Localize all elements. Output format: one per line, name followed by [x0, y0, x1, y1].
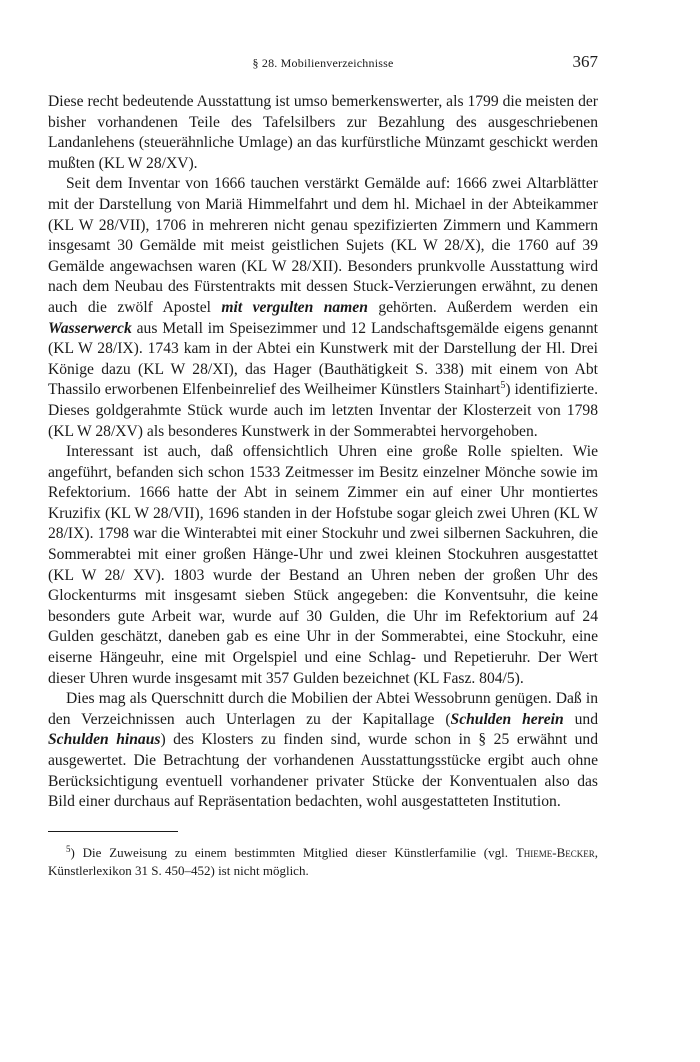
paragraph-4-text-b: und [563, 710, 599, 728]
footnote-text-b: , Künstlerlexikon 31 S. 450–452) ist nicht möglich. [48, 844, 598, 878]
footnote [48, 844, 598, 880]
paragraph-4-text-c: ) des Klosters zu finden sind, wurde schon in § 25 erwähnt und ausgewertet. Die Betrachtung der vorhandenen Ausstattungsstücke ergibt auch ohne Berücksichtigung eventuell vorhandener privater Stücke der Konventualen also das Bild einer durchaus auf Repräsentation bedachten, wohl ausgestatteten Institution. [48, 731, 598, 811]
paragraph-1: Diese recht bedeutende Ausstattung ist umso bemerkenswerter, als 1799 die meisten der bisher vorhandenen Teile des Tafelsilbers zur Bezahlung des ausgeschriebenen Landanlehens (steuerähnliche Umlage) an das kurfürstliche Münzamt geschickt werden mußten (KL W 28/XV). [48, 93, 598, 172]
footnote-divider [48, 831, 178, 832]
paragraph-2-emphasis-2: Wasserwerck [48, 319, 132, 337]
paragraph-4-emphasis-1: Schulden herein [450, 710, 564, 728]
paragraph-2-text-b: gehörten. Außerdem werden ein [367, 298, 598, 316]
body-text [48, 92, 598, 813]
document-page [48, 52, 598, 880]
paragraph-2-emphasis-1: mit vergulten namen [221, 298, 368, 316]
footnote-marker: 5 [66, 843, 71, 854]
paragraph-2-text-d: ) identifizierte. Dieses goldgerahmte Stück wurde auch im letzten Inventar der Klosterzeit von 1798 (KL W 28/XV) als besonderes Kunstwerk in der Sommerabtei hervorgehoben. [48, 381, 599, 440]
footnote-text-a: ) Die Zuweisung zu einem bestimmten Mitglied dieser Künstlerfamilie (vgl. [70, 844, 516, 860]
paragraph-4-text-a: Dies mag als Querschnitt durch die Mobilien der Abtei Wessobrunn genügen. Daß in den Verzeichnissen auch Unterlagen zu der Kapitallage ( [48, 690, 598, 728]
paragraph-4-emphasis-2: Schulden hinaus [48, 731, 161, 749]
running-title: § 28. Mobilienverzeichnisse [252, 56, 394, 70]
footnote-author: Thieme-Becker [515, 844, 595, 860]
footnote-reference[interactable]: 5 [500, 380, 506, 392]
paragraph-2-text-a: Seit dem Inventar von 1666 tauchen verstärkt Gemälde auf: 1666 zwei Altarblätter mit der Darstellung von Mariä Himmelfahrt und dem hl. Michael in der Abteikammer (KL W 28/VII), 1706 in mehreren nicht genau spezifizierten Zimmern und Kammern insgesamt 30 Gemälde mit meist geistlichen Sujets (KL W 28/X), die 1760 auf 39 Gemälde angewachsen waren (KL W 28/XII). Besonders prunkvolle Ausstattung wird nach dem Neubau des Fürstentrakts mit dessen Stuck-Verzierungen erwähnt, zu denen auch die zwölf Apostel [48, 175, 598, 316]
paragraph-4 [48, 689, 598, 813]
paragraph-2-text-c: aus Metall im Speisezimmer und 12 Landschaftsgemälde eigens genannt (KL W 28/IX). 1743 kam in der Abtei ein Kunstwerk mit der Darstellung der Hl. Drei Könige dazu (KL W 28/XI), das Hager (Bauthätigkeit S. 338) mit einem von Abt Thassilo erworbenen Elfenbeinrelief des Weilheimer Künstlers Stainhart [48, 319, 598, 399]
running-head [48, 52, 598, 76]
paragraph-2 [48, 174, 598, 442]
page-number: 367 [572, 52, 598, 71]
paragraph-3: Interessant ist auch, daß offensichtlich Uhren eine große Rolle spielten. Wie angeführt, befanden sich schon 1533 Zeitmesser im Besitz einzelner Mönche sowie im Refektorium. 1666 hatte der Abt in seinem Zimmer ein auf einer Uhr montiertes Kruzifix (KL W 28/VII), 1696 standen in der Hofstube sogar gleich zwei Uhren (KL W 28/IX). 1798 war die Winterabtei mit einer Stockuhr und zwei silbernen Sackuhren, die Sommerabtei mit einer großen Hänge-Uhr und zwei kleinen Stockuhren ausgestattet (KL W 28/ XV). 1803 wurde der Bestand an Uhren neben der großen Uhr des Glockenturms mit insgesamt sieben Stück angegeben: die Konventsuhr, die keine besonders gute Arbeit war, wurde auf 30 Gulden, die Uhr im Refektorium auf 24 Gulden geschätzt, daneben gab es eine Uhr in der Sommerabtei, eine Stockuhr, eine eiserne Hängeuhr, eine mit Orgelspiel und eine Schlag- und Repetieruhr. Der Wert dieser Uhren wurde insgesamt mit 357 Gulden bezeichnet (KL Fasz. 804/5). [48, 443, 598, 687]
